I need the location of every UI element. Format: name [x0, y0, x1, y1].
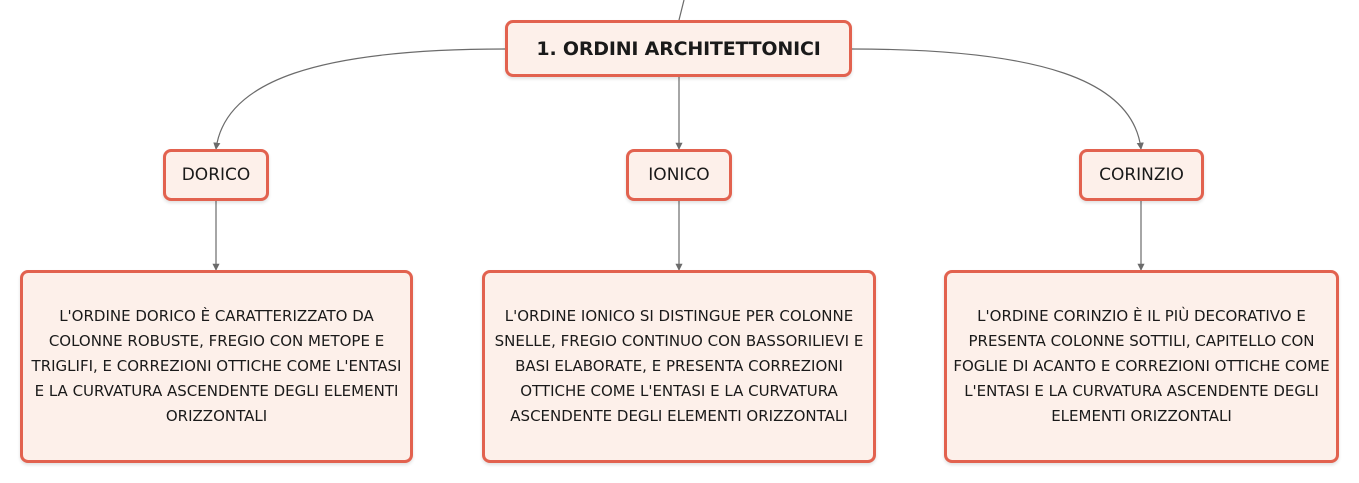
- description-node-corinzio[interactable]: [944, 270, 1339, 463]
- description-node-ionico[interactable]: [482, 270, 876, 463]
- branch-node-label: CORINZIO: [1099, 165, 1184, 185]
- branch-node-label: IONICO: [648, 165, 710, 185]
- branch-node-dorico[interactable]: [163, 149, 269, 201]
- branch-node-ionico[interactable]: [626, 149, 732, 201]
- description-text: L'ORDINE CORINZIO È IL PIÙ DECORATIVO E PRESENTA COLONNE SOTTILI, CAPITELLO CON FOGLIE DI ACANTO E CORREZIONI OTTICHE COME L'ENTASI E LA CURVATURA ASCENDENTE DEGLI ELEMENTI ORIZZONTALI: [953, 307, 1330, 425]
- connector-root-corinzio: [852, 49, 1141, 149]
- description-node-dorico[interactable]: [20, 270, 413, 463]
- branch-node-label: DORICO: [181, 165, 251, 185]
- parent-connector: [679, 0, 684, 20]
- root-node-label: 1. ORDINI ARCHITETTONICI: [536, 37, 821, 60]
- branch-node-corinzio[interactable]: [1079, 149, 1204, 201]
- connector-root-dorico: [216, 49, 505, 149]
- root-node[interactable]: [505, 20, 852, 77]
- description-text: L'ORDINE DORICO È CARATTERIZZATO DA COLONNE ROBUSTE, FREGIO CON METOPE E TRIGLIFI, E CORREZIONI OTTICHE COME L'ENTASI E LA CURVATURA ASCENDENTE DEGLI ELEMENTI ORIZZONTALI: [31, 307, 402, 425]
- description-text: L'ORDINE IONICO SI DISTINGUE PER COLONNE SNELLE, FREGIO CONTINUO CON BASSORILIEVI E BASI ELABORATE, E PRESENTA CORREZIONI OTTICHE COME L'ENTASI E LA CURVATURA ASCENDENTE DEGLI ELEMENTI ORIZZONTALI: [494, 307, 864, 425]
